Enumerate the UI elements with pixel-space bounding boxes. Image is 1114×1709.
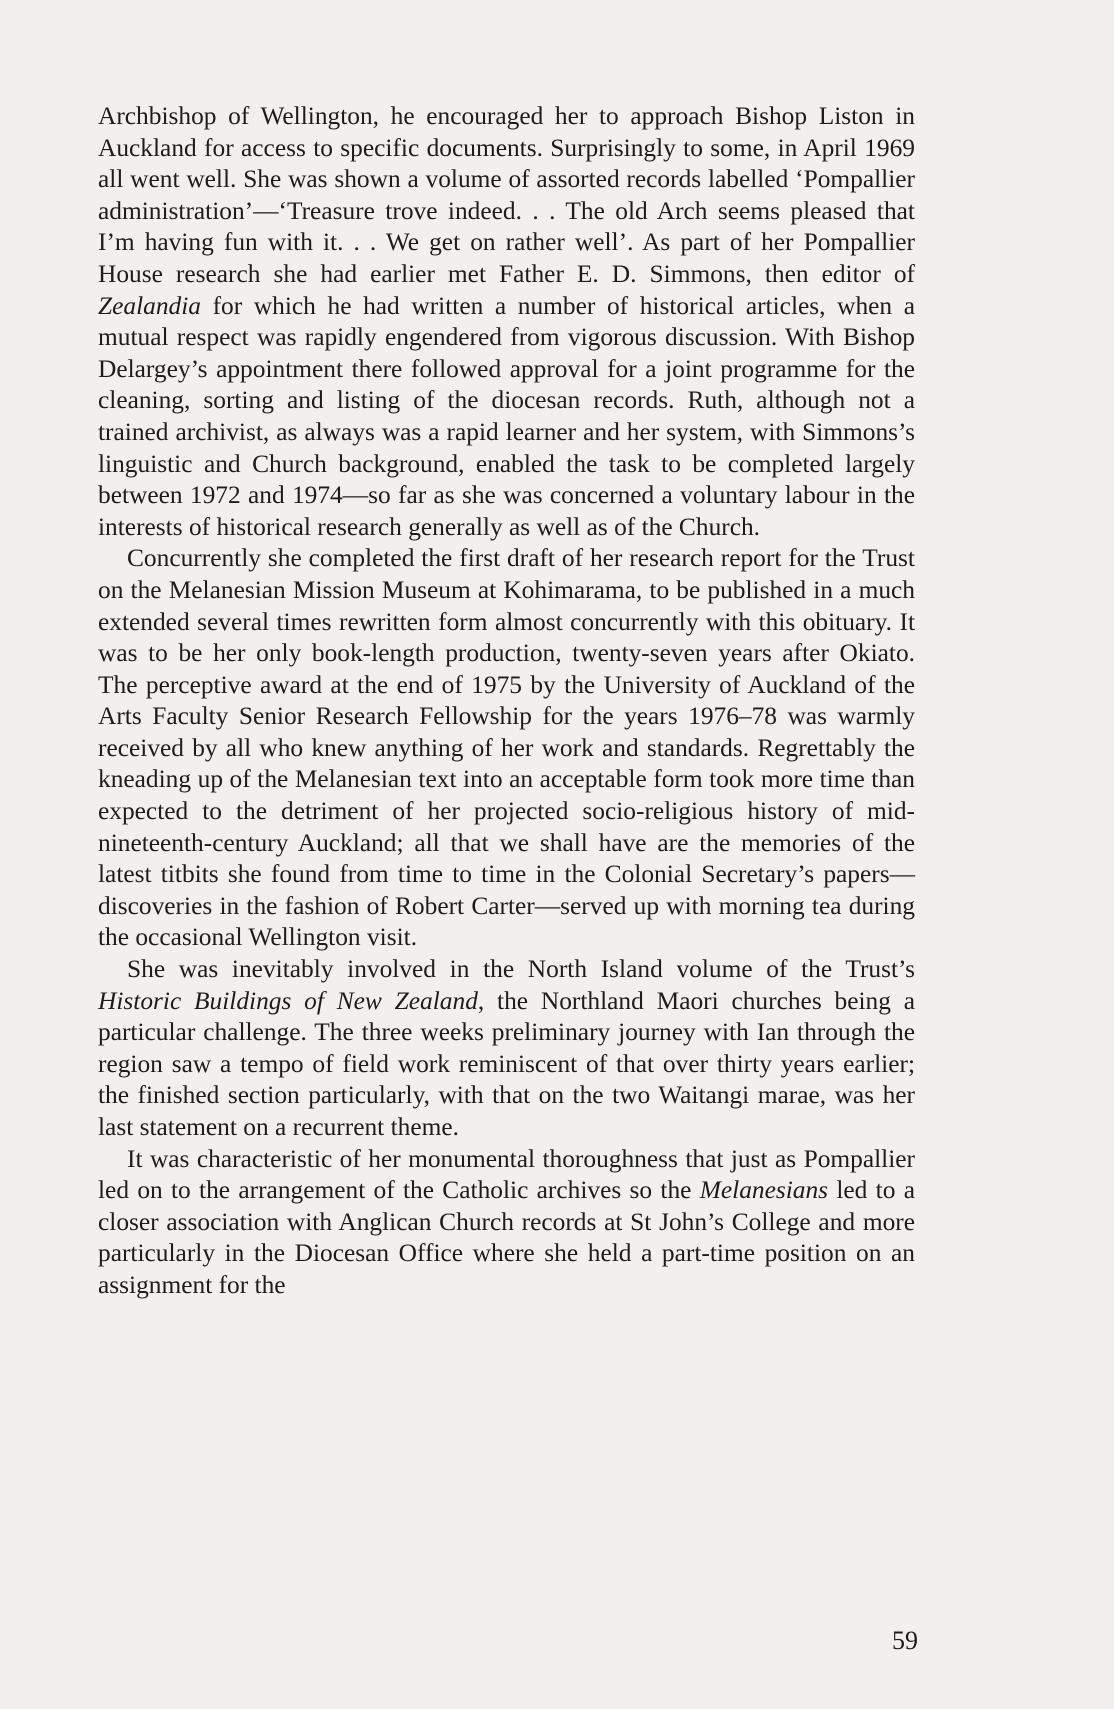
book-title-melanesians: Melanesians — [699, 1176, 829, 1205]
paragraph-1 — [98, 101, 915, 543]
paragraph-2-text: Concurrently she completed the first draft of her research report for the Trust on the Melanesian Mission Museum at Kohimarama, to be published in a much extended several times rewritten form almost concurrently with this obituary. It was to be her only book-length production, twenty-seven years after Okiato. The perceptive award at the end of 1975 by the University of Auckland of the Arts Faculty Senior Research Fellowship for the years 1976–78 was warmly received by all who knew anything of her work and standards. Regrettably the kneading up of the Melanesian text into an acceptable form took more time than expected to the detriment of her projected socio-religious history of mid-nineteenth-century Auckland; all that we shall have are the memories of the latest titbits she found from time to time in the Colonial Secretary’s papers—discoveries in the fashion of Robert Carter—served up with morning tea during the occasional Wellington visit. — [98, 544, 915, 952]
paragraph-3-text-a: She was inevitably involved in the North Island volume of the Trust’s — [127, 955, 915, 984]
paragraph-3 — [98, 954, 915, 1144]
periodical-title-zealandia: Zealandia — [98, 291, 201, 320]
paragraph-4 — [98, 1144, 915, 1302]
paragraph-3-text-b: , the Northland Maori churches being a particular challenge. The three weeks preliminary journey with Ian through the region saw a tempo of field work reminiscent of that over thirty years earlier; the finished section particularly, with that on the two Waitangi marae, was her last statement on a recurrent theme. — [98, 986, 915, 1141]
paragraph-1-text-a: Archbishop of Wellington, he encouraged her to approach Bishop Liston in Auckland for access to specific documents. Surprisingly to some, in April 1969 all went well. She was shown a volume of assorted records labelled ‘Pompallier administration’—‘Treasure trove indeed. . . The old Arch seems pleased that I’m having fun with it. . . We get on rather well’. As part of her Pompallier House research she had earlier met Father E. D. Simmons, then editor of — [98, 102, 915, 288]
page-number: 59 — [892, 1626, 918, 1655]
paragraph-1-text-b: for which he had written a number of historical articles, when a mutual respect was rapidly engendered from vigorous discussion. With Bishop Delargey’s appointment there followed approval for a joint programme for the cleaning, sorting and listing of the diocesan records. Ruth, although not a trained archivist, as always was a rapid learner and her system, with Simmons’s linguistic and Church background, enabled the task to be completed largely between 1972 and 1974—so far as she was concerned a voluntary labour in the interests of historical research generally as well as of the Church. — [98, 291, 915, 541]
paragraph-2 — [98, 543, 915, 954]
paragraph-4-text-a: It was characteristic of her monumental thoroughness that just as Pompallier led on to the arrangement of the Catholic archives so the — [98, 1144, 915, 1205]
paragraph-4-text-b: led to a closer association with Anglican Church records at St John’s College and more particularly in the Diocesan Office where she held a part-time position on an assignment for the — [98, 1176, 915, 1299]
body-text — [98, 101, 915, 1302]
book-title-historic-buildings: Historic Buildings of New Zealand — [98, 986, 478, 1015]
